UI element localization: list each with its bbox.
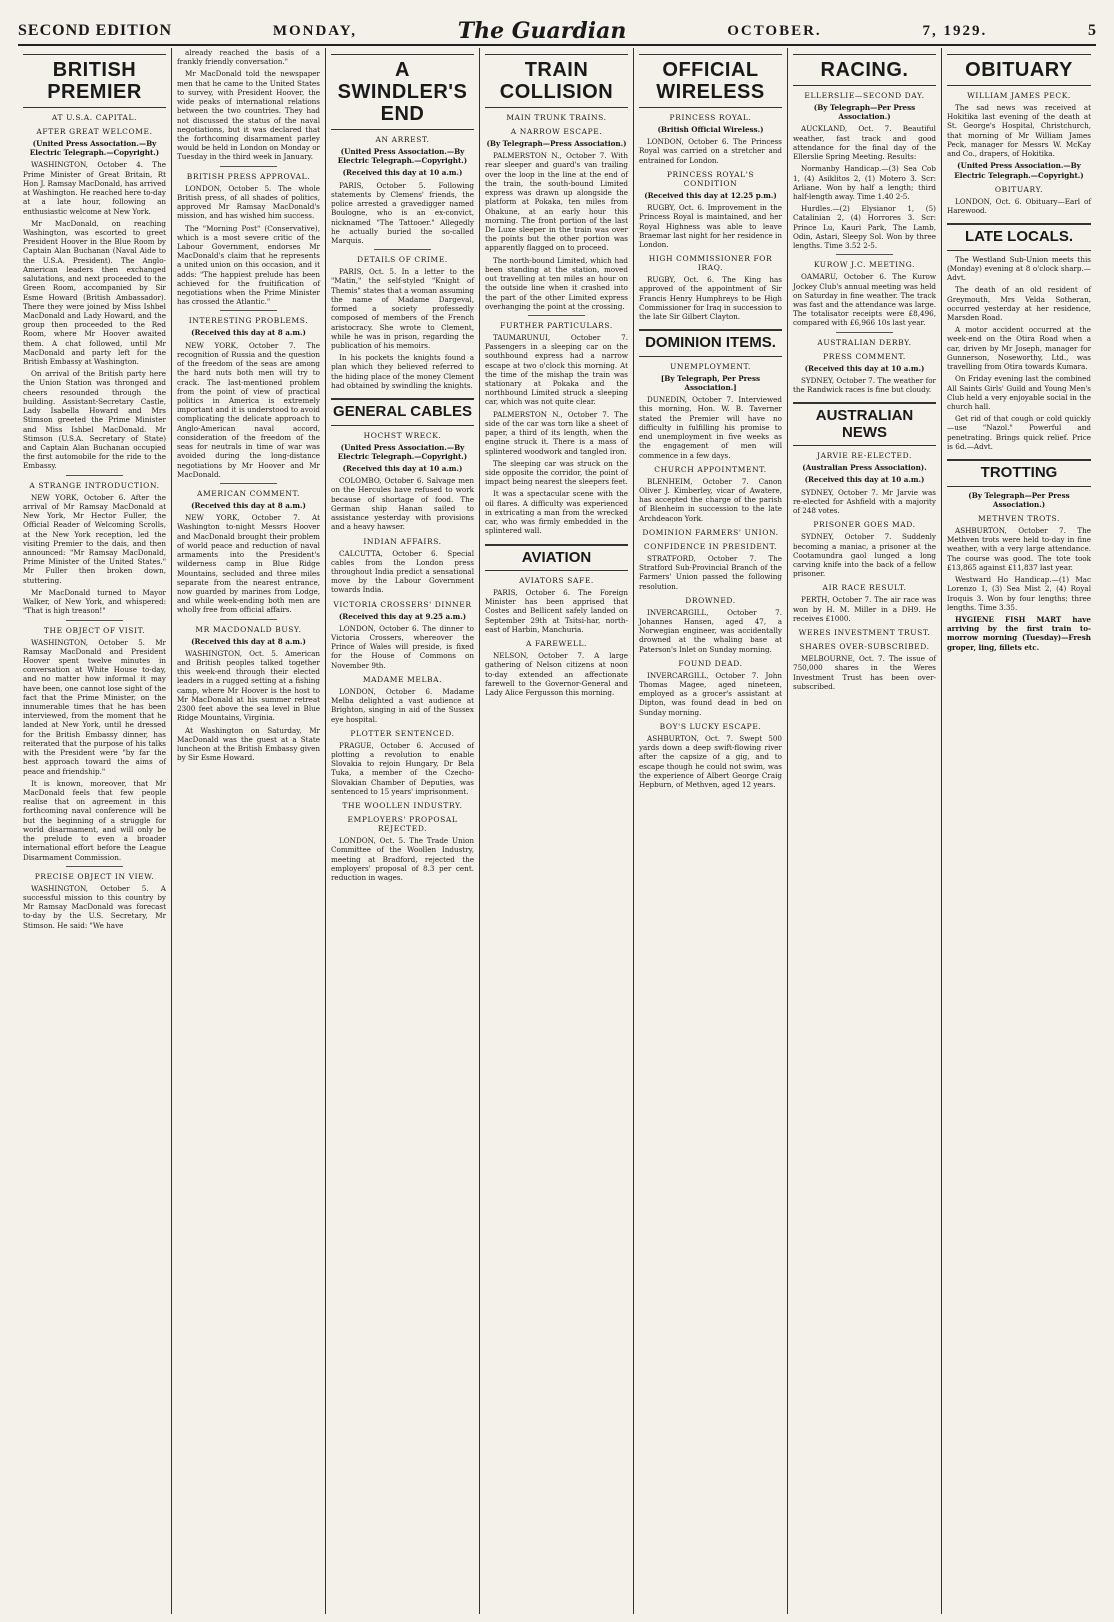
headline: RACING. bbox=[793, 54, 936, 86]
received-note: (Received this day at 8 a.m.) bbox=[191, 636, 306, 646]
received-note: (Received this day at 8 a.m.) bbox=[191, 500, 306, 510]
paragraph: INVERCARGILL, October 7. John Thomas Magee, aged nineteen, employed as a grocer's assistant at Dipton, was found dead in bed on Sunday morning. bbox=[639, 670, 782, 717]
column-4 bbox=[480, 48, 634, 1614]
subheading: METHVEN TROTS. bbox=[978, 514, 1060, 523]
paragraph: SYDNEY, October 7. Suddenly becoming a maniac, a prisoner at the Cootamundra gaol lunged a long carving knife into the back of a fellow prisoner. bbox=[793, 532, 936, 579]
subheading: PRECISE OBJECT IN VIEW. bbox=[34, 871, 155, 881]
paragraph: Hurdles.—(2) Elysianor 1, (5) Catalinian 2, (4) Horrores 3. Scr: Prince Lu, Kauri Park, The Lamb, Odin, Astari, Sleepy Sol. Won by three lengths. Time 3.52 2-5. bbox=[793, 204, 936, 251]
subheading: AFTER GREAT WELCOME. bbox=[36, 127, 153, 136]
paragraph: LONDON, October 6. Madame Melba delighted a vast audience at Brighton, singing in aid of the Sussex eye hospital. bbox=[331, 686, 474, 724]
divider bbox=[220, 166, 277, 167]
divider bbox=[66, 620, 123, 621]
advertisement: HYGIENE FISH MART have arriving by the first train to-morrow morning (Tuesday)—Fresh groper, ling, fillets etc. bbox=[947, 614, 1091, 652]
subheading: PRINCESS ROYAL'S CONDITION bbox=[666, 169, 755, 188]
subheading: MAIN TRUNK TRAINS. bbox=[506, 113, 607, 122]
date-label: 7, 1929. bbox=[922, 22, 988, 39]
paragraph: At Washington on Saturday, Mr MacDonald was the guest at a State luncheon at the British Embassy given by Sir Esme Howard. bbox=[177, 725, 320, 763]
credit-line: (British Official Wireless.) bbox=[657, 125, 764, 134]
paragraph: NEW YORK, October 7. The recognition of Russia and the question of the freedom of the seas are among the hard nuts both men will try to crack. The last-mentioned problem from the point of view of practical politics in America is extremely important and it is understood to avoid complicating the delicate approach to Anglo-American naval accord, consideration of the freedom of the seas for neutrals in time of war was avoided during the long-distance negotiations by Mr Hoover and Mr MacDonald. bbox=[177, 340, 320, 479]
newspaper-title: The Guardian bbox=[457, 18, 627, 44]
subheading: INTERESTING PROBLEMS. bbox=[188, 316, 309, 326]
credit-line: (Australian Press Association). bbox=[802, 463, 927, 473]
edition-label: SECOND EDITION bbox=[18, 22, 173, 39]
subheading: THE OBJECT OF VISIT. bbox=[43, 625, 146, 635]
subheading: AMERICAN COMMENT. bbox=[196, 488, 301, 498]
paragraph: INVERCARGILL, October 7. Johannes Hansen, aged 47, a Norwegian engineer, was accidentally drowned at the whaling base at Paterson's Inlet on Sunday morning. bbox=[639, 607, 782, 654]
paragraph: The sleeping car was struck on the side opposite the corridor, the point of impact being nearest the sleepers feet. bbox=[485, 458, 628, 487]
paragraph: WASHINGTON, October 5. Mr Ramsay MacDonald and President Hoover spent twelve minutes in conversation at White House to-day, and no matter how informal it may have been, one cannot lose sight of the fact that the Prime Minister, on the innumerable times that he has been interviewed, from the moment that he landed at New York, until he dressed for the British Embassy dinner, has reiterated that the purpose of his talks with the President were "by far the best approach toward the aims of peace and friendship." bbox=[23, 637, 166, 776]
paragraph: COLOMBO, October 6. Salvage men on the Hercules have refused to work because of shortage of food. The German ship Hanan sailed to assistance yesterday with provisions and a heavy hawser. bbox=[331, 476, 474, 532]
paragraph: Westward Ho Handicap.—(1) Mac Lorenzo 1, (3) Sea Mist 2, (4) Royal Iroquis 3. Won by four lengths; three lengths. Time 3.35. bbox=[947, 575, 1091, 612]
paragraph: TAUMARUNUI, October 7. Passengers in a sleeping car on the southbound express had a narrow escape at two o'clock this morning. At the time of the mishap the train was stationary at Pokaka and the northbound Limited struck a sleeping car, which was not quite clear. bbox=[485, 332, 628, 407]
subheading: PRINCESS ROYAL. bbox=[669, 113, 752, 122]
paragraph: AUCKLAND, Oct. 7. Beautiful weather, fast track and good attendance for the final day of the Ellerslie Spring Meeting. Results: bbox=[793, 124, 936, 162]
paragraph: NEW YORK, October 7. At Washington to-night Messrs Hoover and MacDonald brought their problem of world peace and reduction of naval armaments into the President's wilderness camp in Blue Ridge Mountains, secluded and three miles separate from the nearest entrance, now guarded by marines from Lodge, and while week-ending both men are wholly free from official affairs. bbox=[177, 513, 320, 615]
subheading: VICTORIA CROSSERS' DINNER bbox=[333, 599, 472, 609]
paragraph: LONDON, October 6. The Princess Royal was carried on a stretcher and entrained for London. bbox=[639, 137, 782, 165]
credit-line: (United Press Association.—By Electric Telegraph.—Copyright.) bbox=[337, 147, 468, 166]
headline: A SWINDLER'S END bbox=[331, 54, 474, 130]
paragraph: RUGBY, Oct. 6. Improvement in the Princess Royal is maintained, and her Royal Highness was able to leave Braemar last night for her residence in London. bbox=[639, 203, 782, 249]
paragraph: The death of an old resident of Greymouth, Mrs Velda Sotheran, occurred yesterday at her residence, Marsden Road. bbox=[947, 285, 1091, 322]
column-1 bbox=[18, 48, 172, 1614]
section-headline: TROTTING bbox=[947, 459, 1091, 487]
paragraph: MELBOURNE, Oct. 7. The issue of 750,000 shares in the Weres Investment Trust has been over-subscribed. bbox=[793, 654, 936, 691]
divider bbox=[528, 315, 585, 316]
subheading: MADAME MELBA. bbox=[362, 674, 443, 684]
subheading: FURTHER PARTICULARS. bbox=[500, 320, 613, 330]
subheading: PRESS COMMENT. bbox=[823, 351, 906, 361]
paragraph: WASHINGTON, October 4. The Prime Minister of Great Britain, Rt Hon J. Ramsay MacDonald, has arrived at Washington. He reached here to-day at a late hour, following an enthusiastic welcome at New York. bbox=[23, 160, 166, 216]
subheading: AN ARREST. bbox=[375, 135, 430, 144]
paragraph: The "Morning Post" (Conservative), which is a most severe critic of the Labour Government, endorses Mr MacDonald's claim that he represents a united union on this occasion, and it adds: "The happiest prelude has been achieved for the fruitification of negotiations when the Prime Minister has crossed the Atlantic." bbox=[177, 223, 320, 307]
paragraph: Mr MacDonald told the newspaper men that he came to the United States to survey, with President Hoover, the wide peaks of international relations between the two countries. They had not discussed the status of the naval negotiations, but it was declared that the forthcoming disarmament parley would be held in London on Monday or Tuesday in the third week in January. bbox=[177, 69, 320, 162]
subheading: AIR RACE RESULT. bbox=[822, 583, 907, 593]
received-note: (Received this day at 10 a.m.) bbox=[342, 168, 463, 178]
received-note: (Received this day at 10 a.m.) bbox=[804, 475, 925, 485]
paragraph: OAMARU, October 6. The Kurow Jockey Club's annual meeting was held on Saturday in fine weather. The track was fast and the attendance was large. The totalisator receipts were £8,496, compared with £6,966 10s last year. bbox=[793, 272, 936, 328]
subheading: MR MACDONALD BUSY. bbox=[195, 624, 302, 634]
headline: TRAIN COLLISION bbox=[485, 54, 628, 108]
paragraph: CALCUTTA, October 6. Special cables from the London press throughout India predict a sensational move by the Labour Government towards India. bbox=[331, 548, 474, 595]
subheading: UNEMPLOYMENT. bbox=[670, 361, 751, 371]
section-headline: AVIATION bbox=[485, 544, 628, 572]
subheading: EMPLOYERS' PROPOSAL REJECTED. bbox=[347, 815, 458, 834]
paragraph: STRATFORD, October 7. The Stratford Sub-Provincial Branch of the Farmers' Union passed the following resolution. bbox=[639, 553, 782, 591]
subheading: BRITISH PRESS APPROVAL. bbox=[186, 171, 311, 181]
column-7 bbox=[942, 48, 1096, 1614]
paragraph: SYDNEY, October 7. Mr Jarvie was re-elected for Ashfield with a majority of 248 votes. bbox=[793, 487, 936, 516]
paragraph: PALMERSTON N., October 7. The side of the car was torn like a sheet of paper, a third of its length, when the engine struck it. There is a mass of splintered woodwork and tangled iron. bbox=[485, 409, 628, 456]
paragraph: PARIS, October 5. Following statements by Clemens' friends, the police arrested a gravedigger named Boulogne, who is an ex-convict, nicknamed "The Tattooer." Allegedly he actually buried the so-called Marquis. bbox=[331, 180, 474, 245]
subheading: FOUND DEAD. bbox=[678, 658, 743, 668]
paragraph: Normanby Handicap.—(3) Sea Cob 1, (4) Asiklitos 2, (1) Motero 3. Scr: Arliane. Won by half a length; third half-length away. Time 1.40 2-5. bbox=[793, 164, 936, 201]
divider bbox=[220, 619, 277, 620]
paragraph: LONDON, October 6. The dinner to Victoria Crossers, whereover the Prince of Wales will preside, is fixed for the House of Commons on November 9th. bbox=[331, 623, 474, 670]
headline: OBITUARY bbox=[947, 54, 1091, 86]
section-headline: LATE LOCALS. bbox=[947, 223, 1091, 251]
subheading: WILLIAM JAMES PECK. bbox=[967, 91, 1071, 100]
headline: OFFICIAL WIRELESS bbox=[639, 54, 782, 108]
credit-line: (United Press Association.—By Electric Telegraph.—Copyright.) bbox=[337, 442, 468, 461]
paragraph: LONDON, Oct. 5. The Trade Union Committee of the Woollen Industry, meeting at Bradford, rejected the employers' proposal of 8.3 per cent. reduction in wages. bbox=[331, 836, 474, 882]
subheading: A NARROW ESCAPE. bbox=[510, 127, 603, 136]
subheading: PLOTTER SENTENCED. bbox=[350, 728, 455, 738]
paragraph: ASHBURTON, October 7. The Methven trots were held to-day in fine weather, with a very large attendance. The course was good. The tote took £13,865 against £11,837 last year. bbox=[947, 526, 1091, 572]
paragraph: On arrival of the British party here the Union Station was thronged and cheers resounded through the building. Assistant-Secretary Castle, Lady Isabella Howard and Mrs Stimson greeted the Prime Minister and Miss Ishbel MacDonald. Mr Stimson (U.S.A. Secretary of State) and Captain Alan Buchanan occupied the first automobile for the ride to the Embassy. bbox=[23, 369, 166, 471]
paragraph: The Westland Sub-Union meets this (Monday) evening at 8 o'clock sharp.—Advt. bbox=[947, 254, 1091, 283]
subheading: A FAREWELL. bbox=[525, 639, 588, 649]
paragraph: LONDON, October 5. The whole British press, of all shades of politics, approved Mr Ramsay MacDonald's mission, and has wished him success. bbox=[177, 183, 320, 221]
received-note: (Received this day at 12.25 p.m.) bbox=[644, 190, 777, 200]
column-2 bbox=[172, 48, 326, 1614]
divider bbox=[836, 332, 893, 333]
subheading: AVIATORS SAFE. bbox=[519, 576, 594, 586]
credit-line: (By Telegraph—Press Association.) bbox=[486, 139, 627, 148]
day-label: MONDAY, bbox=[272, 22, 357, 39]
subheading: DROWNED. bbox=[685, 595, 736, 605]
credit-line: (United Press Association.—By Electric Telegraph.—Copyright.) bbox=[954, 161, 1084, 180]
subheading: KUROW J.C. MEETING. bbox=[813, 260, 916, 270]
columns bbox=[18, 48, 1096, 1614]
paragraph: PRAGUE, October 6. Accused of plotting a revolution to enable Slovakia to rejoin Hungary, Dr Bela Tuka, a member of the Czecho-Slovakian Chamber of Deputies, was sentenced to 15 years' imprisonment. bbox=[331, 740, 474, 796]
headline: BRITISH PREMIER bbox=[23, 54, 166, 108]
divider bbox=[374, 249, 431, 250]
paragraph: Mr MacDonald, on reaching Washington, was escorted to greet President Hoover in the Blue Room by Captain Alan Buchanan (Naval Aide to the U.S.A. President). The Anglo-American leaders then exchanged salutations, and next proceeded to the Green Room, accompanied by Sir Esme Howard (British Ambassador). There they were joined by Miss Ishbel MacDonald and Lady Howard, and the group then proceeded to the Red Room, where Mr Hoover awaited them. A chat followed, until Mr MacDonald and party left for the British Embassy at Washington. bbox=[23, 218, 166, 367]
divider bbox=[66, 866, 123, 867]
received-note: (Received this day at 10 a.m.) bbox=[804, 363, 925, 373]
credit-line: [By Telegraph, Per Press Association.] bbox=[660, 373, 761, 392]
credit-line: (By Telegraph—Per Press Association.) bbox=[968, 490, 1070, 509]
paragraph: ASHBURTON, Oct. 7. Swept 500 yards down a deep swift-flowing river after the capsize of a gig, and to escape though he could not swim, was the experience of Albert George Craig Hepburn, of Methven, aged 12 years. bbox=[639, 733, 782, 789]
month-label: OCTOBER. bbox=[727, 22, 822, 39]
paragraph: PALMERSTON N., October 7. With rear sleeper and guard's van trailing over the loop in the line at the end of the train, the south-bound Limited express was drawn up alongside the platform at Pokaka, ten miles from Ohakune, at an early hour this morning. The front portion of the last De Luxe sleeper in the train was over the points but the other portion was apparently flagged on to proceed. bbox=[485, 151, 628, 253]
subheading: PRISONER GOES MAD. bbox=[813, 520, 916, 530]
subheading: A STRANGE INTRODUCTION. bbox=[29, 480, 160, 490]
paragraph: PARIS, Oct. 5. In a letter to the "Matin," the self-styled "Knight of Themis" states that a woman assuming the name of Madame Dargeval, formed a society professedly composed of members of the French aristocracy. She wrote to Clement, while he was in prison, regarding the publication of his memoirs. bbox=[331, 267, 474, 350]
subheading: AUSTRALIAN DERBY. bbox=[817, 337, 912, 347]
paragraph: SYDNEY, October 7. The weather for the Randwick races is fine but cloudy. bbox=[793, 375, 936, 395]
paragraph: NELSON, October 7. A large gathering of Nelson citizens at noon to-day extended an affectionate farewell to the Governor-General and Lady Alice Fergusson this morning. bbox=[485, 651, 628, 697]
subheading: ELLERSLIE—SECOND DAY. bbox=[804, 91, 925, 100]
subheading: CONFIDENCE IN PRESIDENT. bbox=[643, 541, 778, 551]
received-note: (Received this day at 9.25 a.m.) bbox=[338, 611, 467, 621]
received-note: (Received this day at 8 a.m.) bbox=[191, 328, 306, 338]
received-note: (Received this day at 10 a.m.) bbox=[342, 463, 463, 473]
paragraph: The north-bound Limited, which had been standing at the station, moved out travelling at ten miles an hour on the outside line when it crashed into the part of the other Limited express overhanging the point at the crossing. bbox=[485, 255, 628, 311]
subheading: HIGH COMMISSIONER FOR IRAQ. bbox=[648, 254, 773, 273]
paragraph: LONDON, Oct. 6. Obituary—Earl of Harewood. bbox=[947, 196, 1091, 215]
paragraph: It is known, moreover, that Mr MacDonald feels that few people realise that on agreement in this forthcoming naval conference will be but the beginning of a struggle for world disarmament, and will only be the prelude to even a broader international effort before the League Disarmament Commission. bbox=[23, 778, 166, 862]
subheading: SHARES OVER-SUBSCRIBED. bbox=[799, 642, 930, 652]
paragraph: WASHINGTON, October 5. A successful mission to this country by Mr Ramsay MacDonald was forecast to-day by the U.S. Secretary, Mr Stimson. He said: "We have bbox=[23, 883, 166, 930]
subheading: BOY'S LUCKY ESCAPE. bbox=[659, 721, 762, 731]
column-5 bbox=[634, 48, 788, 1614]
paragraph: Get rid of that cough or cold quickly—use "Nazol." Powerful and penetrating. Brings quick relief. Price is 6d.—Advt. bbox=[947, 414, 1091, 451]
paragraph: In his pockets the knights found a plan which they believed referred to the hiding place of the money Clement had obtained by swindling the knights. bbox=[331, 353, 474, 390]
paragraph: The sad news was received at Hokitika last evening of the death at St. George's Hospital, Christchurch, that morning of Mr William James Peck, manager for Messrs W. McKay and Co., drapers, of Hokitika. bbox=[947, 103, 1091, 159]
paragraph: NEW YORK, October 6. After the arrival of Mr Ramsay MacDonald at New York, Mr Hector Fuller, the Official Reader of Welcoming Scrolls, at the New York reception, led the visiting Premier to the dais, and then announced: "Mr Ramsay MacDonald, Prime Minister of the United States." Mr Fuller then broken down, stuttering. bbox=[23, 492, 166, 585]
section-headline: DOMINION ITEMS. bbox=[639, 329, 782, 357]
column-3 bbox=[326, 48, 480, 1614]
paragraph: WASHINGTON, Oct. 5. American and British peoples talked together this week-end through their elected leaders in a rugged setting at a fishing camp, where Mr Hoover is the host to Mr MacDonald at his summer retreat 2300 feet above the sea level in Blue Ridge Mountains, Virginia. bbox=[177, 648, 320, 723]
column-6 bbox=[788, 48, 942, 1614]
subheading: WERES INVESTMENT TRUST. bbox=[798, 628, 931, 638]
paragraph: Mr MacDonald turned to Mayor Walker, of New York, and whispered: "That is high treason!" bbox=[23, 587, 166, 616]
subheading: HOCHST WRECK. bbox=[363, 430, 442, 440]
subheading: THE WOOLLEN INDUSTRY. bbox=[342, 801, 463, 811]
credit-line: (By Telegraph—Per Press Association.) bbox=[813, 103, 916, 122]
masthead bbox=[18, 18, 1096, 46]
paragraph: PERTH, October 7. The air race was won by H. M. Miller in a DH9. He receives £1000. bbox=[793, 595, 936, 623]
paragraph: RUGBY, Oct. 6. The King has approved of the appointment of Sir Francis Henry Humphreys to be High Commissioner for Iraq in succession to the late Sir Gilbert Clayton. bbox=[639, 275, 782, 322]
section-headline: AUSTRALIAN NEWS bbox=[793, 402, 936, 446]
credit-line: (United Press Association.—By Electric Telegraph.—Copyright.) bbox=[29, 139, 160, 158]
paragraph: PARIS, October 6. The Foreign Minister has been apprised that Costes and Bellicent safely landed on September 29th at Tsitsi-har, north-east of Harbin, Manchuria. bbox=[485, 588, 628, 634]
divider bbox=[836, 254, 893, 255]
divider bbox=[220, 483, 277, 484]
paragraph: It was a spectacular scene with the oil flares. A difficulty was experienced in extricating a man from the wrecked car, who was firmly embedded in the splintered wall. bbox=[485, 489, 628, 536]
divider bbox=[66, 475, 123, 476]
subheading: CHURCH APPOINTMENT. bbox=[654, 464, 767, 474]
subheading: AT U.S.A. CAPITAL. bbox=[51, 113, 138, 122]
section-headline: GENERAL CABLES bbox=[331, 398, 474, 426]
paragraph: DUNEDIN, October 7. Interviewed this morning, Hon. W. B. Taverner stated the Premier will have no difficulty in fulfilling his promise to end unemployment in five weeks as the engagement of men will commence in a few days. bbox=[639, 395, 782, 460]
page-number: 5 bbox=[1088, 22, 1096, 39]
subheading: JARVIE RE-ELECTED. bbox=[817, 451, 912, 461]
paragraph: already reached the basis of a frankly friendly conversation." bbox=[177, 48, 320, 67]
subheading: DETAILS OF CRIME. bbox=[357, 255, 448, 265]
paragraph: On Friday evening last the combined All Saints Girls' Guild and Young Men's Club held a very enjoyable social in the church hall. bbox=[947, 374, 1091, 411]
divider bbox=[220, 310, 277, 311]
subheading: DOMINION FARMERS' UNION. bbox=[642, 527, 779, 537]
paragraph: A motor accident occurred at the week-end on the Otira Road when a car, driven by Mr Joseph, manager for Gunnerson, Noseworthy, Ltd., was travelling from Otira towards Kumara. bbox=[947, 325, 1091, 372]
paragraph: BLENHEIM, October 7. Canon Oliver J. Kimberley, vicar of Awatere, has accepted the charge of the parish of Blenheim in succession to the late Archdeacon York. bbox=[639, 476, 782, 523]
subheading: INDIAN AFFAIRS. bbox=[363, 536, 442, 546]
subheading: OBITUARY. bbox=[994, 184, 1044, 194]
